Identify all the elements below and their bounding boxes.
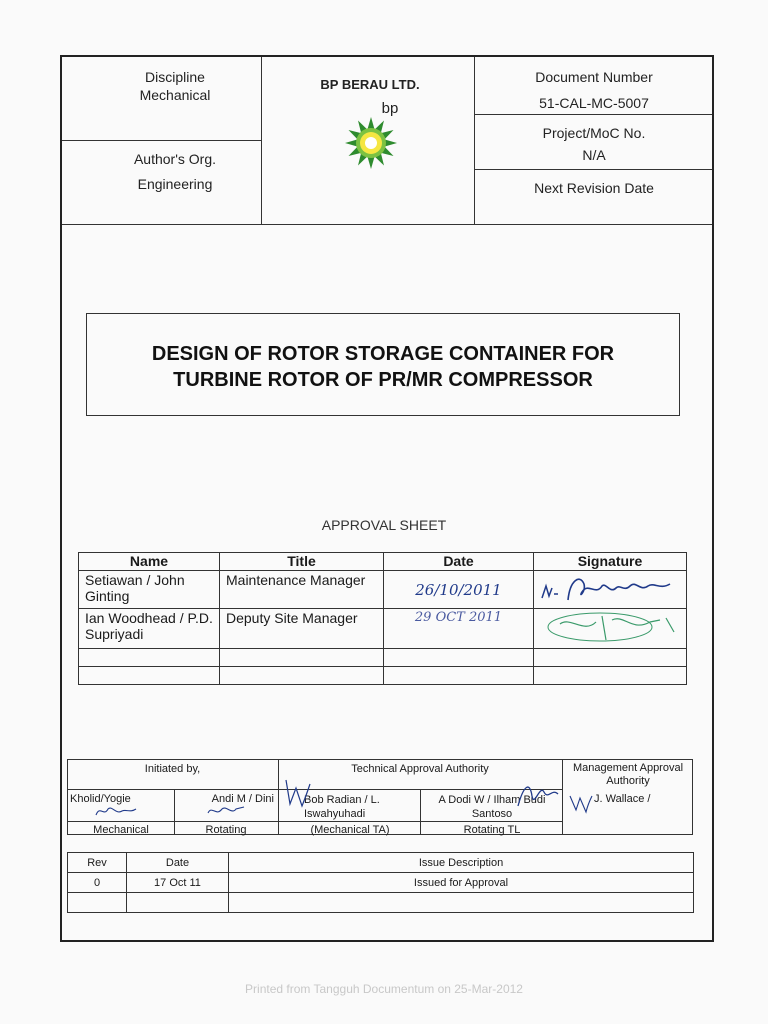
approval-row	[79, 571, 687, 609]
col-description-header: Issue Description	[229, 853, 694, 873]
approval-row	[79, 609, 687, 649]
initial-signature-icon	[282, 776, 312, 812]
document-title-line-1: DESIGN OF ROTOR STORAGE CONTAINER FOR	[151, 343, 615, 365]
approval-date-handwritten: 26/10/2011	[384, 571, 534, 609]
handwritten-signature-icon	[540, 572, 680, 604]
project-moc-value: N/A	[582, 147, 606, 163]
approval-empty-row	[79, 649, 687, 667]
print-footer-watermark: Printed from Tangguh Documentum on 25-Mar-2012	[245, 982, 523, 996]
document-number-label: Document Number	[535, 69, 653, 85]
header-divider-left	[261, 57, 262, 224]
next-revision-label: Next Revision Date	[534, 180, 654, 196]
signatory-name: Kholid/Yogie	[70, 793, 131, 805]
signatory-role: Rotating TL	[463, 824, 521, 836]
col-date-header: Date	[127, 853, 229, 873]
stamped-signature-icon	[540, 610, 680, 644]
initiated-by-label: Initiated by,	[144, 763, 201, 775]
header-right-rule-2	[474, 169, 712, 170]
signatory-role: (Mechanical TA)	[310, 824, 390, 836]
approval-header-row	[79, 553, 687, 571]
discipline-value: Mechanical	[139, 87, 211, 103]
revision-date: 17 Oct 11	[127, 873, 229, 893]
col-date-header: Date	[384, 553, 534, 571]
revision-description: Issued for Approval	[229, 873, 694, 893]
approver-title: Deputy Site Manager	[220, 609, 384, 649]
signature-cell	[534, 609, 687, 649]
handwritten-signature-icon	[514, 778, 560, 812]
authority-rule-1	[67, 789, 562, 790]
signature-cell	[534, 571, 687, 609]
approval-sheet-heading: APPROVAL SHEET	[321, 517, 447, 533]
management-authority-label: Management Approval Authority	[572, 762, 684, 787]
signatory-name: Andi M / Dini	[211, 793, 274, 805]
col-signature-header: Signature	[534, 553, 687, 571]
authority-divider-3	[174, 789, 175, 835]
discipline-label: Discipline	[145, 69, 205, 85]
approval-table	[78, 552, 687, 685]
col-title-header: Title	[220, 553, 384, 571]
document-title-line-2: TURBINE ROTOR OF PR/MR COMPRESSOR	[173, 369, 593, 391]
signatory-role: Rotating	[205, 824, 247, 836]
bp-logo-text: bp	[381, 100, 399, 117]
authority-rule-2	[67, 821, 562, 822]
bp-helios-logo-icon	[344, 116, 398, 170]
revision-row	[68, 873, 694, 893]
approver-name: Setiawan / John Ginting	[79, 571, 220, 609]
header-right-rule-1	[474, 114, 712, 115]
header-divider-right	[474, 57, 475, 224]
approver-title: Maintenance Manager	[220, 571, 384, 609]
revision-empty-row	[68, 893, 694, 913]
initial-signature-icon	[206, 803, 246, 819]
header-left-rule	[62, 140, 261, 141]
authority-divider-4	[420, 789, 421, 835]
project-moc-label: Project/MoC No.	[542, 125, 646, 141]
signatory-name: J. Wallace /	[594, 793, 651, 805]
authors-org-value: Engineering	[137, 176, 213, 192]
authority-divider-2	[562, 759, 563, 835]
authors-org-label: Author's Org.	[133, 151, 217, 167]
approval-date-stamp: 29 OCT 2011	[384, 609, 534, 649]
revision-header-row	[68, 853, 694, 873]
initial-signature-icon	[568, 790, 594, 816]
initial-signature-icon	[94, 803, 138, 819]
document-number-value: 51-CAL-MC-5007	[539, 95, 649, 111]
signatory-role: Mechanical	[93, 824, 149, 836]
approver-name: Ian Woodhead / P.D. Supriyadi	[79, 609, 220, 649]
approval-empty-row	[79, 667, 687, 685]
header-bottom-rule	[62, 224, 712, 225]
signatory-name: Bob Radian / L. Iswahyuhadi	[304, 794, 380, 820]
col-rev-header: Rev	[68, 853, 127, 873]
col-name-header: Name	[79, 553, 220, 571]
revision-table	[67, 852, 694, 913]
revision-number: 0	[68, 873, 127, 893]
signatory-name: A Dodi W / Ilham Budi Santoso	[438, 794, 546, 820]
technical-authority-label: Technical Approval Authority	[351, 763, 489, 775]
company-name: BP BERAU LTD.	[320, 77, 420, 92]
